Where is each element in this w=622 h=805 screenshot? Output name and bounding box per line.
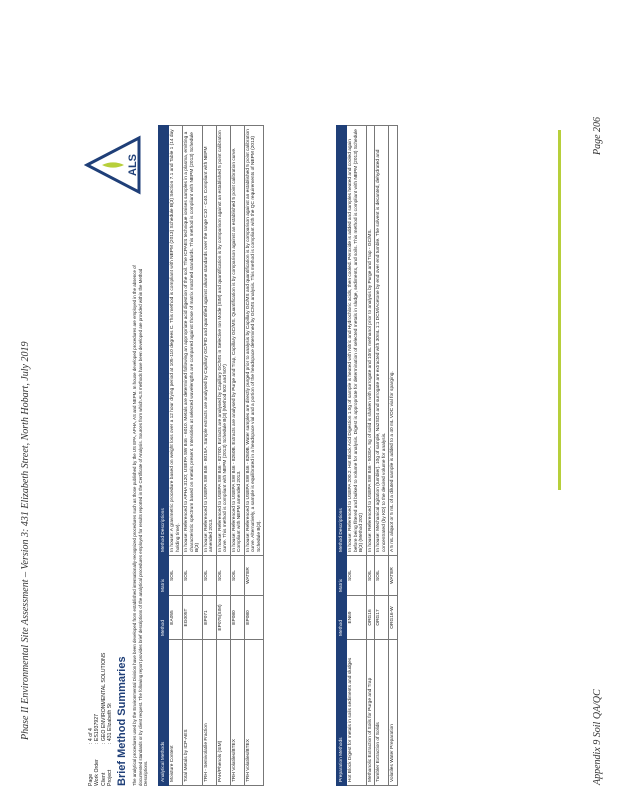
matrix-cell: SOIL <box>375 556 389 596</box>
method-code-cell: EP080 <box>244 596 264 640</box>
method-code-cell: ORG17 <box>375 596 389 640</box>
page-title: Brief Method Summaries <box>116 656 128 786</box>
table-row <box>230 126 244 786</box>
matrix-cell: WATER <box>244 556 264 596</box>
analytical-methods-table <box>158 125 264 786</box>
method-code-cell: EP075(SIM) <box>216 596 230 640</box>
table-header-row <box>337 126 347 786</box>
logo-text: ALS <box>127 154 139 176</box>
matrix-cell: WATER <box>389 556 398 596</box>
page-number: Page 206 <box>592 116 603 155</box>
table-row <box>347 126 367 786</box>
meta-row <box>107 653 113 786</box>
meta-key: Page <box>88 773 94 786</box>
method-description-cell: In house: Referenced to APHA 3120; USEPA SW 846 - 6010. Metals are determined following an appropriate acid digestion of the soil. The ICPAES technique ionises samples in a plasma, emitting a characteristic spectrum based on metals present. Intensities at selected wavelengths are compared against those of matrix matched standards. This method is compliant with NEPM (2013) Schedule B(3) <box>183 126 203 556</box>
method-code-cell: EP080 <box>230 596 244 640</box>
method-name-cell: Volatiles Water Preparation <box>389 640 398 786</box>
table-header-row <box>159 126 169 786</box>
meta-value: : GEO ENVIRONMENTAL SOLUTIONS <box>100 652 107 744</box>
preparation-methods-table <box>336 125 398 786</box>
column-header: Matrix <box>159 556 169 596</box>
matrix-cell: SOIL <box>183 556 203 596</box>
method-description-cell: In house: Referenced to USEPA SW 846 - 8260B. Extracts are analysed by Purge and Trap, Capillary GC/MS. Quantification is by comparison against an established 5 point calibration curve. Compliant with NEPM amended 2013. <box>230 126 244 556</box>
method-name-cell: TRH Volatiles/BTEX <box>230 640 244 786</box>
method-description-cell: In house: Referenced to USEPA SW 846 - 8270D. Extracts are analysed by Capillary GC/MS in Selective Ion Mode (SIM) and quantification is by comparison against an established 5 point calibration curve. This method is compliant with NEPM (2013) Schedule B(3) (Method 502 and 507) <box>216 126 230 556</box>
matrix-cell: SOIL <box>347 556 367 596</box>
table-row <box>244 126 264 786</box>
method-code-cell: EA055 <box>169 596 183 640</box>
als-logo <box>84 135 144 195</box>
method-name-cell: Total Metals by ICP-AES <box>183 640 203 786</box>
column-header: Analytical Methods <box>159 640 169 786</box>
method-description-cell: In house: Mechanical agitation (tumbler). 10g of sample, Na2SO4 and surrogate are extracted with 30mL 1:1 DCM/Acetone by end over end tumble. The solvent is decanted, dehydrated and concentrated (by KD) to the desired volume for analysis. <box>375 126 389 556</box>
table-row <box>183 126 203 786</box>
table-row <box>366 126 375 786</box>
intro-paragraph: The analytical procedures used by the Environmental Division have been developed from established internationally-recognized procedures such as those published by the US EPA, APHA, AS and NEPM. In house developed procedures are employed in the absence of documented standards or by client request. The following report provides brief descriptions of the analytical procedures employed for results reported in the Certificate of Analysis. Sources from which ALS methods have been developed are provided within the Method Descriptions. <box>132 265 149 786</box>
meta-key: Work Order <box>94 759 101 786</box>
table-row <box>169 126 183 786</box>
rotated-report-page <box>88 110 558 790</box>
column-header: Method <box>159 596 169 640</box>
report-meta <box>88 653 114 786</box>
method-name-cell: TRH - Semivolatile Fraction <box>202 640 216 786</box>
method-name-cell: TRH Volatiles/BTEX <box>244 640 264 786</box>
method-description-cell: In house: Referenced to USEPA SW 846 - 8260B. Water samples are directly purged prior to analysis by Capillary GC/MS and quantification is by comparison against an established 5 point calibration curve. Alternatively, a sample is equilibrated in a headspace vial and a portion of the headspace determined by GCMS analysis. This method is compliant with the QC requirements of NEPM (2013) Schedule B(3). <box>244 126 264 556</box>
method-code-cell: EP071 <box>202 596 216 640</box>
table-row <box>389 126 398 786</box>
meta-key: Project <box>107 769 114 786</box>
document-header: Phase II Environmental Site Assessment – Version 3: 431 Elizabeth Street, North Hobart, July 2019 <box>20 341 31 740</box>
meta-key: Client <box>100 772 107 786</box>
method-name-cell: PAH/Phenols (SIM) <box>216 640 230 786</box>
matrix-cell: SOIL <box>202 556 216 596</box>
column-header: Method Descriptions <box>337 126 347 556</box>
column-header: Method <box>337 596 347 640</box>
meta-value: : 4 of 4 <box>88 728 94 744</box>
method-description-cell: In house: Referenced to USEPA SW 846 - 5030A. 5g of solid is shaken with surrogate and 10mL methanol prior to analysis by Purge and Trap - GC/MS. <box>366 126 375 556</box>
table-row <box>202 126 216 786</box>
method-description-cell: A 5 mL aliquot or 5 mL of a diluted sample is added to a 40 mL VOC vial for sparging. <box>389 126 398 556</box>
matrix-cell: SOIL <box>230 556 244 596</box>
method-code-cell: ORG16-W <box>389 596 398 640</box>
preparation-rows <box>347 126 398 786</box>
method-code-cell: EG005T <box>183 596 203 640</box>
appendix-footer: Appendix 9 Soil QA/QC <box>592 689 603 785</box>
method-code-cell: ORG16 <box>366 596 375 640</box>
matrix-cell: SOIL <box>366 556 375 596</box>
accent-bar <box>558 130 561 490</box>
method-description-cell: In house: Referenced to USEPA SW 846 - 8015A. Sample extracts are analysed by Capillary GC/FID and quantified against alkane standards over the range C10 - C40. Compliant with NEPM amended 2013. <box>202 126 216 556</box>
method-name-cell: Moisture Content <box>169 640 183 786</box>
meta-value: : ES1937927 <box>94 714 101 744</box>
table-row <box>216 126 230 786</box>
method-description-cell: In house: Referenced to USEPA 200.2. Hot Block Acid Digestion 1.0g of sample is heated with Nitric and Hydrochloric acids, then cooled. Peroxide is added and samples heated and cooled again before being filtered and bulked to volume for analysis. Digest is appropriate for determination of selected metals in sludge, sediments, and soils. This method is compliant with NEPM (2013) Schedule B(3) (Method 202) <box>347 126 367 556</box>
method-description-cell: In house: A gravimetric procedure based on weight loss over a 12 hour drying period at 105-110 degrees C. This method is compliant with NEPM (2013) Schedule B(3) Section 7.1 and Table 1 (14 day holding time). <box>169 126 183 556</box>
method-name-cell: Tumbler Extraction of Solids <box>375 640 389 786</box>
matrix-cell: SOIL <box>216 556 230 596</box>
table-row <box>375 126 389 786</box>
matrix-cell: SOIL <box>169 556 183 596</box>
method-code-cell: EN69 <box>347 596 367 640</box>
method-name-cell: Methanolic Extraction of Soils for Purge and Trap <box>366 640 375 786</box>
column-header: Preparation Methods <box>337 640 347 786</box>
column-header: Matrix <box>337 556 347 596</box>
meta-value: : 431 Elizabeth St <box>107 703 114 744</box>
analytical-rows <box>169 126 264 786</box>
column-header: Method Descriptions <box>159 126 169 556</box>
method-name-cell: Hot Block Digest for metals in soils sediments and sludges <box>347 640 367 786</box>
